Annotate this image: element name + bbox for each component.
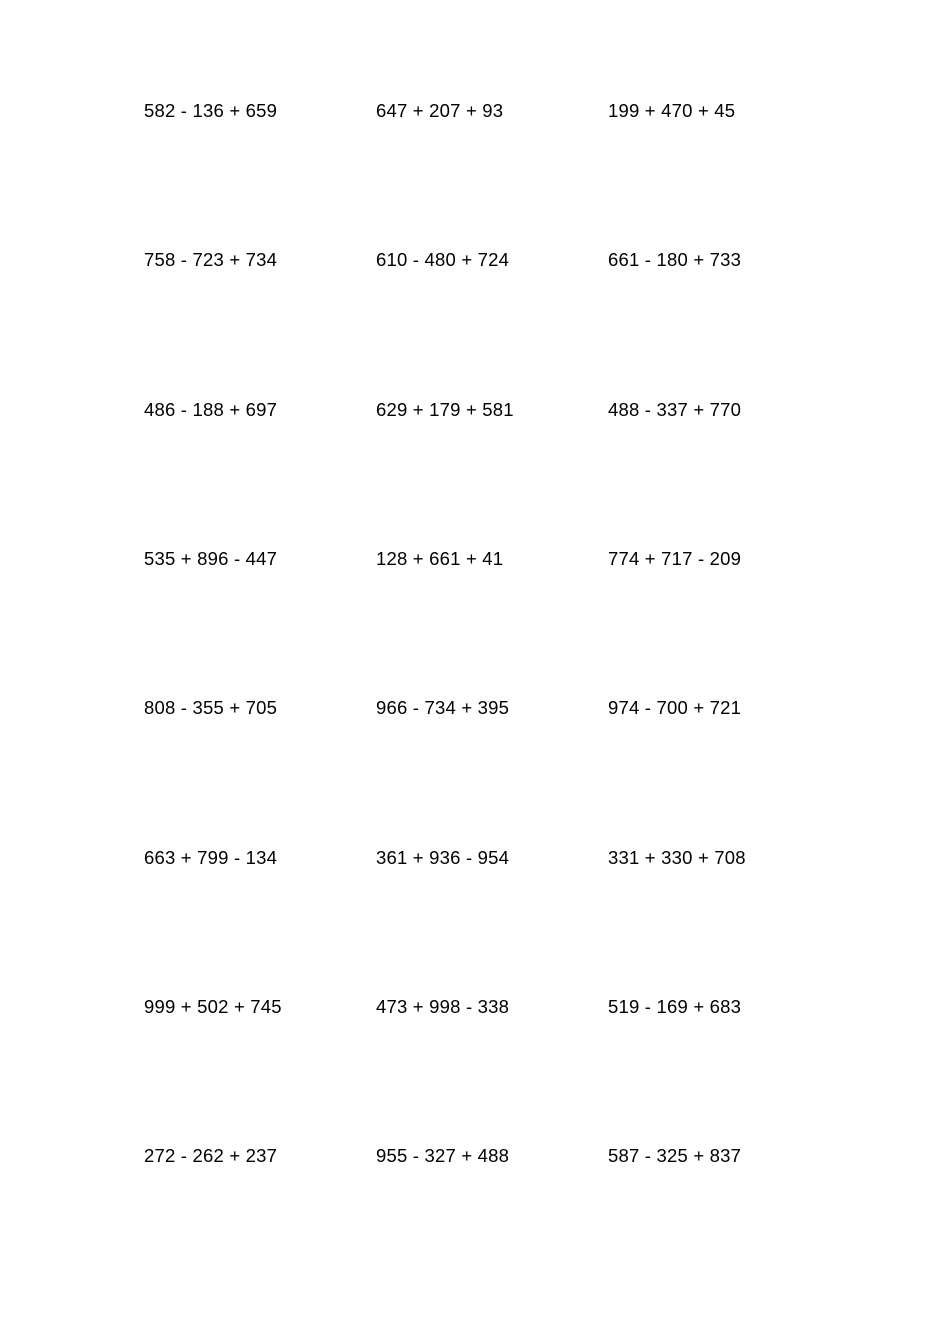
arithmetic-problem: 808 - 355 + 705 — [144, 697, 278, 718]
arithmetic-problem: 331 + 330 + 708 — [608, 847, 746, 868]
arithmetic-problem: 473 + 998 - 338 — [376, 996, 510, 1017]
arithmetic-problem: 774 + 717 - 209 — [608, 548, 742, 569]
arithmetic-problem: 535 + 896 - 447 — [144, 548, 278, 569]
arithmetic-problem: 610 - 480 + 724 — [376, 249, 510, 270]
problem-row — [0, 248, 950, 272]
problem-row — [0, 1144, 950, 1168]
arithmetic-problem: 758 - 723 + 734 — [144, 249, 278, 270]
arithmetic-problem: 272 - 262 + 237 — [144, 1145, 278, 1166]
arithmetic-problem: 488 - 337 + 770 — [608, 399, 742, 420]
problem-row — [0, 99, 950, 123]
problem-row — [0, 995, 950, 1019]
problem-row — [0, 547, 950, 571]
arithmetic-problem: 582 - 136 + 659 — [144, 100, 278, 121]
arithmetic-problem: 661 - 180 + 733 — [608, 249, 742, 270]
arithmetic-problem: 966 - 734 + 395 — [376, 697, 510, 718]
problem-row — [0, 398, 950, 422]
arithmetic-problem: 629 + 179 + 581 — [376, 399, 514, 420]
arithmetic-problem: 486 - 188 + 697 — [144, 399, 278, 420]
arithmetic-problem: 999 + 502 + 745 — [144, 996, 282, 1017]
problem-row — [0, 846, 950, 870]
arithmetic-problem: 361 + 936 - 954 — [376, 847, 510, 868]
arithmetic-problem: 128 + 661 + 41 — [376, 548, 504, 569]
arithmetic-problem: 647 + 207 + 93 — [376, 100, 504, 121]
arithmetic-problem: 587 - 325 + 837 — [608, 1145, 742, 1166]
arithmetic-problem: 663 + 799 - 134 — [144, 847, 278, 868]
arithmetic-problem: 955 - 327 + 488 — [376, 1145, 510, 1166]
problem-row — [0, 696, 950, 720]
arithmetic-problem: 974 - 700 + 721 — [608, 697, 742, 718]
arithmetic-problem: 519 - 169 + 683 — [608, 996, 742, 1017]
arithmetic-problem: 199 + 470 + 45 — [608, 100, 736, 121]
